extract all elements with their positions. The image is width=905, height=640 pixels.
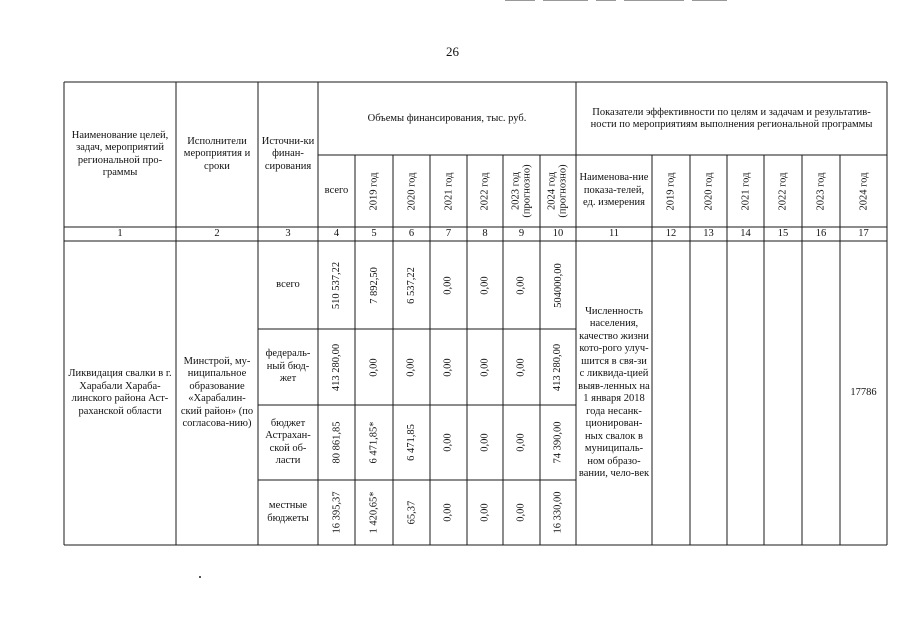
funding-value: 0,00 (443, 503, 454, 522)
funding-total-2020-cell (393, 241, 430, 329)
header-2022 (467, 156, 503, 226)
funding-local-2023-cell (503, 480, 540, 545)
header-2020 (393, 156, 430, 226)
executor-cell: Минстрой, му-ниципальное образование «Харабалин-ский район» (по согласова-нию) (180, 355, 254, 429)
col-num-15: 15 (777, 227, 789, 239)
col-num-10: 10 (552, 227, 564, 239)
source-local: местные бюджеты (267, 500, 309, 524)
goal-cell: Ликвидация свалки в г. Харабали Хараба-линского района Аст-раханской области (68, 368, 172, 417)
funding-value: 0,00 (479, 275, 491, 295)
funding-value: 80 861,85 (331, 421, 342, 464)
funding-value: 510 537,22 (331, 261, 342, 309)
header-sources: Источни-ки финан-сирования (261, 135, 315, 172)
funding-federal-2021-cell (430, 329, 467, 405)
funding-local-total-cell (318, 480, 355, 545)
page-number: 26 (446, 44, 459, 59)
header-ind-2022 (764, 156, 802, 226)
header-2024-text: 2024 год (прогнозно) (547, 164, 570, 218)
col-num-4: 4 (333, 227, 340, 239)
header-ind-2023-text: 2023 год (815, 172, 827, 210)
col-num-13: 13 (703, 227, 714, 239)
header-2022-text: 2022 год (479, 172, 491, 210)
funding-value: 0,00 (516, 275, 527, 295)
funding-value: 6 471,85* (368, 421, 380, 464)
source-federal: федераль-ный бюд-жет (265, 348, 311, 385)
header-goals: Наименование целей, задач, мероприятий региональной про-граммы (71, 129, 169, 178)
funding-value: 0,00 (368, 357, 380, 377)
funding-regional-2019-cell (355, 405, 393, 480)
header-indicator-name: Наименова-ние показа-телей, ед. измерения (579, 172, 649, 209)
header-ind-2020 (690, 156, 727, 226)
funding-total-total-cell (318, 241, 355, 329)
col-num-5: 5 (371, 227, 377, 239)
source-regional: бюджет Астрахан-ской об-ласти (265, 417, 311, 466)
funding-value: 0,00 (516, 433, 527, 452)
header-ind-2022-text: 2022 год (777, 172, 789, 210)
header-ind-2024 (840, 156, 887, 226)
funding-total-2024-cell (540, 241, 576, 329)
funding-federal-2024-cell (540, 329, 576, 405)
indicator-2024-value: 17786 (850, 386, 877, 398)
header-total: всего (324, 184, 349, 196)
header-2019-text: 2019 год (368, 172, 380, 210)
funding-regional-2024-cell (540, 405, 576, 480)
funding-value: 1 420,65* (368, 491, 380, 534)
col-num-11: 11 (608, 227, 620, 239)
funding-regional-2023-cell (503, 405, 540, 480)
funding-federal-2020-cell (393, 329, 430, 405)
header-2019 (355, 156, 393, 226)
col-num-1: 1 (117, 227, 123, 239)
indicator-cell: Численность населения, качество жизни кото-рого улуч-шится в свя-зи с ликвида-цией выяв-ленных на 1 января 2018 года несанк-ционирован-ных свалок в муниципаль-ном образо-вании, чело-век (578, 305, 650, 479)
header-indicators: Показатели эффективности по целям и задачам и результатив-ности по мероприятиям выполнения региональной программы (590, 106, 873, 130)
funding-value: 0,00 (516, 357, 527, 377)
funding-value: 0,00 (479, 433, 491, 452)
header-2024 (540, 156, 576, 226)
funding-federal-2019-cell (355, 329, 393, 405)
header-2023 (503, 156, 540, 226)
funding-total-2022-cell (467, 241, 503, 329)
header-ind-2021 (727, 156, 764, 226)
funding-local-2019-cell (355, 480, 393, 545)
col-num-7: 7 (445, 227, 452, 239)
header-ind-2019-text: 2019 год (665, 172, 677, 210)
funding-value: 65,37 (406, 500, 417, 525)
header-2020-text: 2020 год (406, 172, 417, 210)
funding-value: 0,00 (479, 357, 491, 377)
funding-local-2024-cell (540, 480, 576, 545)
funding-regional-total-cell (318, 405, 355, 480)
funding-value: 6 471,85 (406, 424, 417, 461)
funding-value: 0,00 (443, 357, 454, 377)
header-ind-2023 (802, 156, 840, 226)
funding-value: 16 330,00 (552, 491, 564, 534)
funding-regional-2020-cell (393, 405, 430, 480)
source-total: всего (276, 278, 300, 290)
col-num-17: 17 (858, 227, 869, 239)
header-2021-text: 2021 год (443, 172, 454, 210)
col-num-9: 9 (518, 227, 525, 239)
col-num-8: 8 (482, 227, 488, 239)
funding-value: 413 280,00 (331, 343, 342, 391)
funding-total-2019-cell (355, 241, 393, 329)
funding-value: 413 280,00 (552, 343, 564, 391)
header-ind-2021-text: 2021 год (740, 172, 751, 210)
col-num-6: 6 (408, 227, 415, 239)
funding-federal-2022-cell (467, 329, 503, 405)
header-2023-text: 2023 год (прогнозно) (510, 164, 533, 218)
header-executors: Исполнители мероприятия и сроки (183, 135, 251, 172)
funding-value: 74 390,00 (552, 421, 564, 464)
col-num-14: 14 (740, 227, 751, 239)
funding-value: 0,00 (406, 357, 417, 377)
col-num-2: 2 (214, 227, 220, 239)
funding-value: 16 395,37 (331, 491, 342, 534)
header-ind-2024-text: 2024 год (858, 172, 869, 210)
funding-value: 504000,00 (552, 262, 564, 308)
col-num-12: 12 (665, 227, 677, 239)
funding-regional-2022-cell (467, 405, 503, 480)
funding-value: 0,00 (516, 503, 527, 522)
header-ind-2019 (652, 156, 690, 226)
scan-speck (199, 576, 201, 578)
funding-federal-2023-cell (503, 329, 540, 405)
col-num-16: 16 (815, 227, 827, 239)
header-ind-2020-text: 2020 год (703, 172, 714, 210)
header-2021 (430, 156, 467, 226)
funding-federal-total-cell (318, 329, 355, 405)
funding-local-2021-cell (430, 480, 467, 545)
col-num-3: 3 (285, 227, 291, 239)
funding-total-2021-cell (430, 241, 467, 329)
funding-value: 7 892,50 (368, 266, 380, 304)
funding-local-2020-cell (393, 480, 430, 545)
funding-value: 6 537,22 (406, 266, 417, 304)
funding-value: 0,00 (443, 275, 454, 295)
funding-total-2023-cell (503, 241, 540, 329)
funding-regional-2021-cell (430, 405, 467, 480)
funding-local-2022-cell (467, 480, 503, 545)
header-volumes: Объемы финансирования, тыс. руб. (367, 112, 527, 124)
funding-value: 0,00 (443, 433, 454, 452)
funding-value: 0,00 (479, 503, 491, 522)
